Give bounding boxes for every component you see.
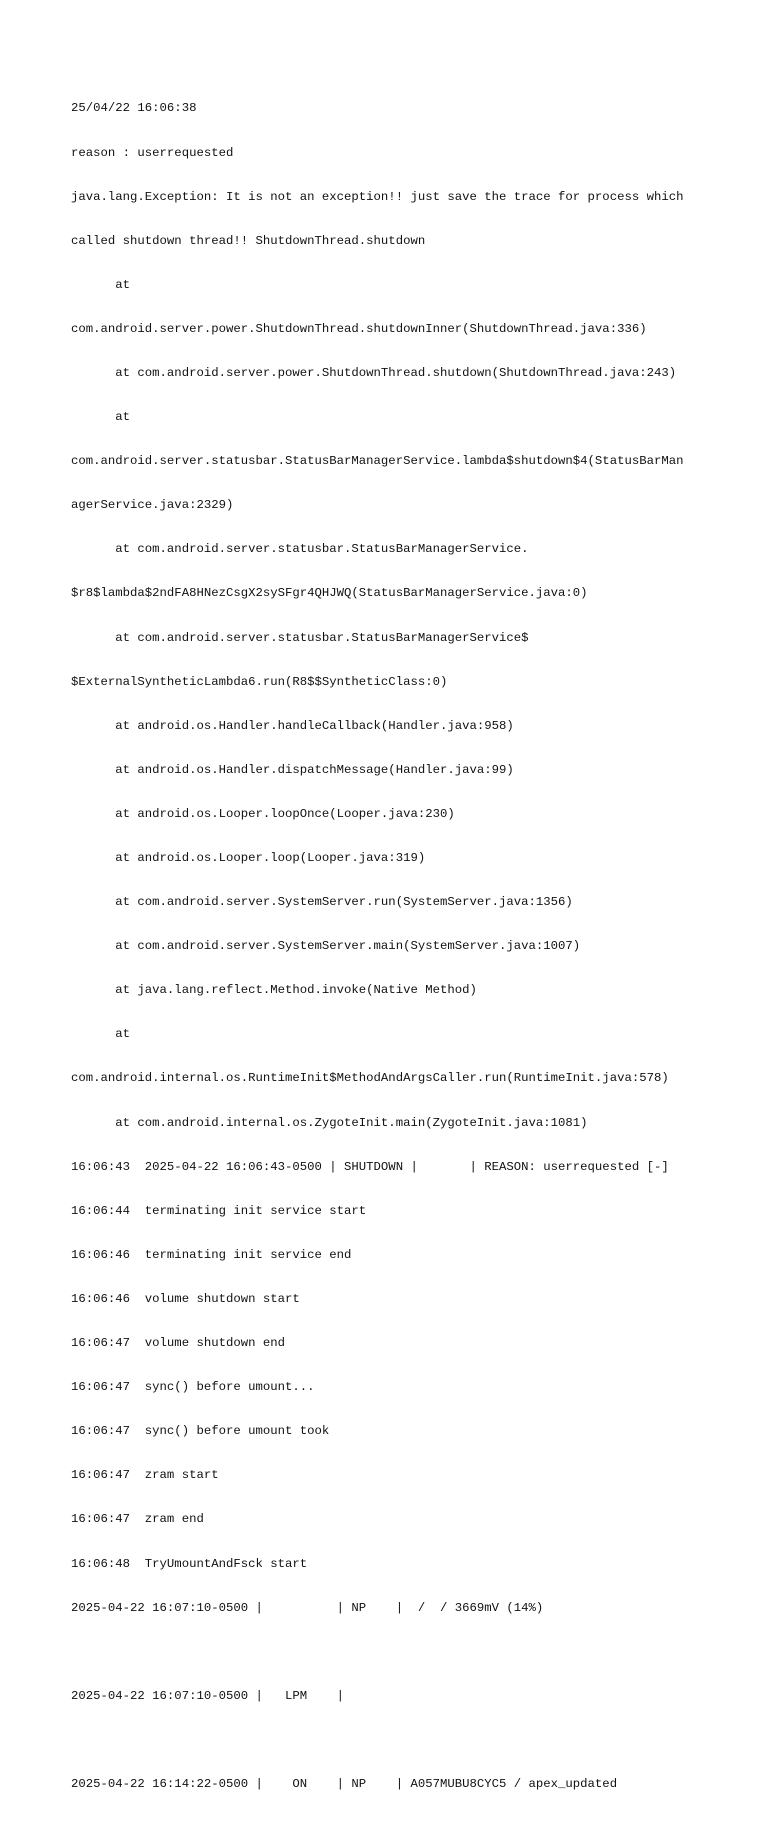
log-line: at com.android.server.SystemServer.run(SystemServer.java:1356) bbox=[71, 895, 573, 910]
log-line: 16:06:47 sync() before umount took bbox=[71, 1424, 330, 1439]
log-line: 2025-04-22 16:14:22-0500 | ON | NP | A057MUBU8CYC5 / apex_updated bbox=[71, 1776, 618, 1791]
log-line: $ExternalSyntheticLambda6.run(R8$$SyntheticClass:0) bbox=[71, 674, 448, 689]
log-line: at com.android.server.power.ShutdownThread.shutdown(ShutdownThread.java:243) bbox=[71, 365, 677, 380]
log-line: 16:06:47 volume shutdown end bbox=[71, 1336, 286, 1351]
log-line: at android.os.Handler.handleCallback(Handler.java:958) bbox=[71, 718, 514, 733]
log-line: called shutdown thread!! ShutdownThread.shutdown bbox=[71, 233, 426, 248]
log-line bbox=[71, 1733, 711, 1748]
log-line bbox=[71, 1645, 711, 1660]
log-line: 16:06:47 sync() before umount... bbox=[71, 1380, 315, 1395]
log-line: at android.os.Handler.dispatchMessage(Handler.java:99) bbox=[71, 762, 514, 777]
log-line: at bbox=[71, 277, 131, 292]
log-line: 25/04/22 16:06:38 bbox=[71, 101, 197, 116]
log-line: at com.android.internal.os.ZygoteInit.main(ZygoteInit.java:1081) bbox=[71, 1115, 588, 1130]
log-line: 16:06:47 zram end bbox=[71, 1512, 204, 1527]
log-line: agerService.java:2329) bbox=[71, 498, 234, 513]
log-line: 2025-04-22 16:07:10-0500 | LPM | bbox=[71, 1688, 345, 1703]
log-line: java.lang.Exception: It is not an exception!! just save the trace for process which bbox=[71, 189, 684, 204]
log-line: at android.os.Looper.loop(Looper.java:319) bbox=[71, 851, 426, 865]
log-line: com.android.server.statusbar.StatusBarManagerService.lambda$shutdown$4(StatusBarMan bbox=[71, 454, 684, 469]
log-line: 16:06:47 zram start bbox=[71, 1468, 219, 1483]
log-line: com.android.server.power.ShutdownThread.shutdownInner(ShutdownThread.java:336) bbox=[71, 321, 647, 336]
log-line: at bbox=[71, 410, 131, 425]
log-line: at android.os.Looper.loopOnce(Looper.java:230) bbox=[71, 806, 455, 821]
log-line: com.android.internal.os.RuntimeInit$MethodAndArgsCaller.run(RuntimeInit.java:578) bbox=[71, 1071, 669, 1086]
shutdown-log-text bbox=[71, 72, 711, 1821]
log-line: at bbox=[71, 1027, 131, 1042]
log-line: 16:06:44 terminating init service start bbox=[71, 1203, 367, 1218]
log-line: at com.android.server.SystemServer.main(SystemServer.java:1007) bbox=[71, 939, 581, 954]
log-line: at com.android.server.statusbar.StatusBarManagerService$ bbox=[71, 630, 529, 645]
log-line: 16:06:46 volume shutdown start bbox=[71, 1291, 300, 1306]
log-line: 16:06:46 terminating init service end bbox=[71, 1247, 352, 1262]
log-line: $r8$lambda$2ndFA8HNezCsgX2sySFgr4QHJWQ(StatusBarManagerService.java:0) bbox=[71, 586, 588, 601]
log-line: reason : userrequested bbox=[71, 145, 234, 160]
log-line: at com.android.server.statusbar.StatusBarManagerService. bbox=[71, 542, 529, 557]
log-line: at java.lang.reflect.Method.invoke(Native Method) bbox=[71, 983, 477, 998]
log-line: 2025-04-22 16:07:10-0500 | | NP | / / 3669mV (14%) bbox=[71, 1600, 544, 1615]
log-line: 16:06:48 TryUmountAndFsck start bbox=[71, 1556, 308, 1571]
log-line: 16:06:43 2025-04-22 16:06:43-0500 | SHUTDOWN | | REASON: userrequested [-] bbox=[71, 1159, 669, 1174]
